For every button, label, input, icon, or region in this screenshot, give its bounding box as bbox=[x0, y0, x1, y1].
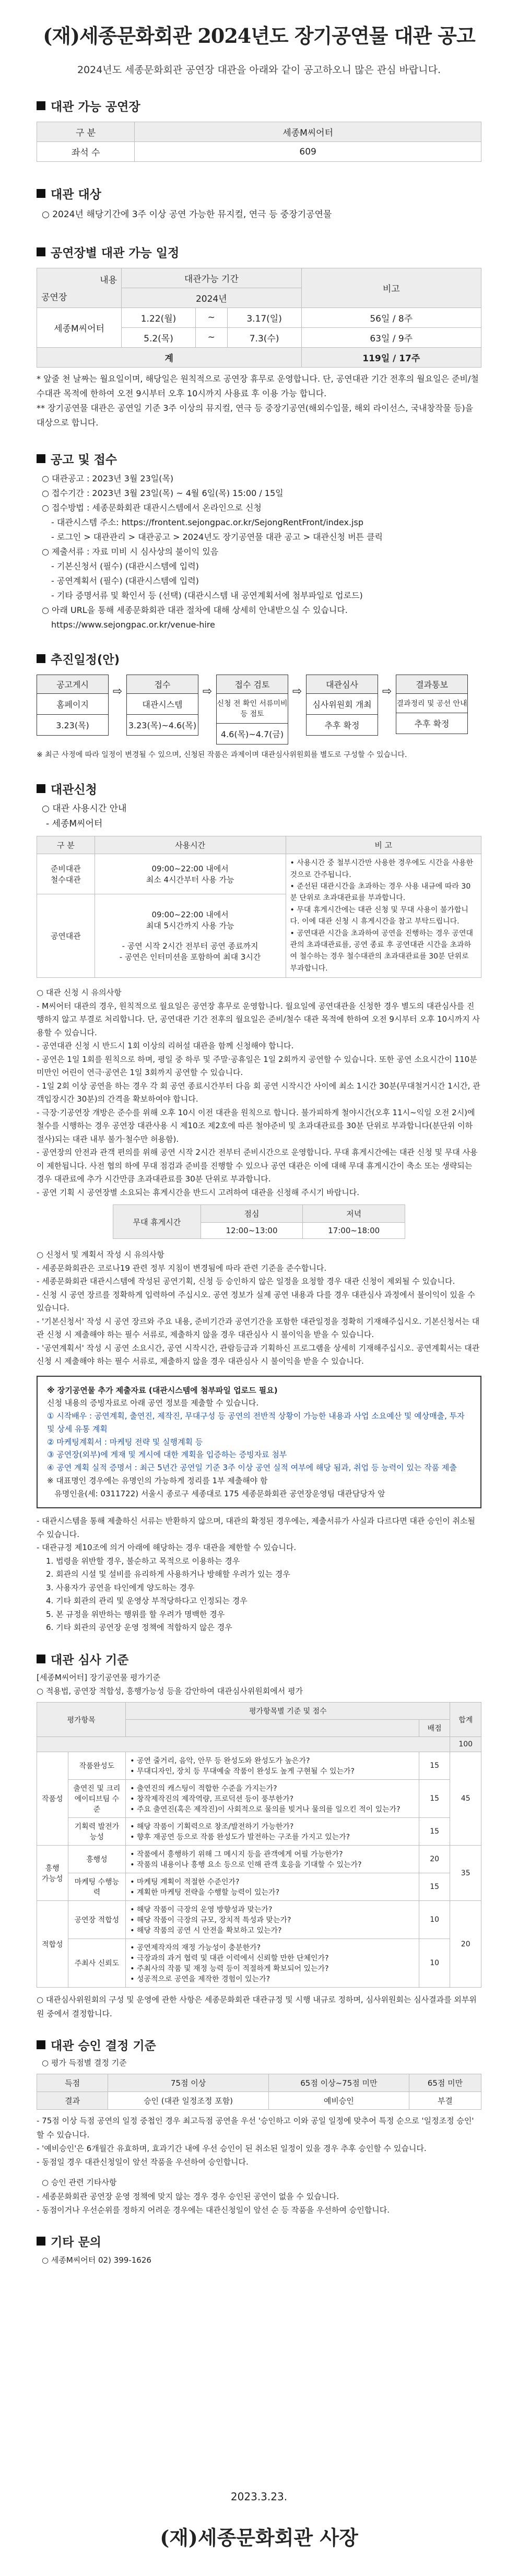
criteria-note: ○ 대관심사위원회의 구성 및 운영에 관한 사항은 세종문화회관 대관규정 및 시행 내규로 정하며, 심사위원회는 심사결과를 외부위원 중에서 결정합니다. bbox=[37, 1995, 477, 2018]
decision-notes bbox=[37, 2114, 481, 2169]
venue-table bbox=[37, 122, 481, 162]
target-text: ○ 2024년 해당기간에 3주 이상 공연 가능한 뮤지컬, 연극 등 중장기공연물 bbox=[42, 209, 332, 220]
list-item: - '기본신청서' 작성 시 공연 장르와 주요 내용, 준비기간과 공연기간을 포함한 대관일정을 정확히 기재해주십시오. 기본신청서는 대관 신청 시 제출해야 하는 필수 서류로, 제출하지 않을 경우 대관심사 시 불이익을 받을 수 있습니다. bbox=[37, 1316, 480, 1340]
bullet-square-icon bbox=[37, 247, 45, 256]
extra-documents-box: ※ 장기공연물 추가 제출자료 (대관시스템에 첨부파일 업로드 필요) 신청 내용의 증빙자료로 아래 공연 정보를 제출할 수 있습니다. ① 시작배우 : 공연계획, 출연진, 제작진, 무대구성 등 공연의 전반적 상황이 가능한 내용과 사업 소요예산 및 예상매출, 투자 및 상세 유통 계획 ② 마케팅계획서 : 마케팅 전략 및 실행계획 등 ③ 공연장(외부)에 게재 및 게시에 대한 계획을 입증하는 증빙자료 첨부 ④ 공연 계획 실적 증명서 : 최근 5년간 공연일 기준 3주 이상 공연 실적 여부에 해당 됨과, 취업 등 능력이 있는 작품 제출 ※ 대표명인 경우에는 유명인의 가능하게 정리를 1부 제출해야 함 유명인을(세: 0311722) 서울시 종로구 세종대로 175 세종문화회관 공연장운영팀 대관담당자 앞 bbox=[37, 1376, 481, 1509]
list-item: ○ 신청서 및 계획서 작성 시 유의사항 bbox=[37, 1250, 164, 1260]
bullet-square-icon bbox=[37, 2040, 45, 2049]
section-title: 대관신청 bbox=[37, 780, 481, 797]
table-cell: ~ bbox=[195, 327, 227, 347]
table-header bbox=[126, 1720, 419, 1737]
table-header bbox=[37, 1737, 450, 1752]
table-row bbox=[37, 308, 481, 327]
table-header: 세종M씨어터 bbox=[135, 122, 481, 142]
table-cell: 기획력 발전가능성 bbox=[68, 1818, 126, 1846]
table-cell: 세종M씨어터 bbox=[37, 308, 122, 347]
list-item: - 공연장의 안전과 관객 편의를 위해 공연 시작 2시간 전부터 준비시간으로 운영합니다. 무대 휴게시간에는 대관 신청 및 무대 사용이 제한됩니다. 사전 협의 하에 무대 점검과 준비를 진행할 수 있으나 공연 대관은 이에 대해 무대 휴게시간이 축소 또는 생략되는 경우 대관료에 추가 시간만큼 초과대관료를 30분 단위로 부과합니다. bbox=[37, 1148, 478, 1184]
table-cell: 흥행성 bbox=[68, 1846, 126, 1873]
table-header: 득점 bbox=[37, 2074, 108, 2092]
signature: (재)세종문화회관 사장 bbox=[160, 2526, 358, 2549]
list-item: ○ 접수기간 : 2023년 3월 23일(목) ~ 4월 6일(목) 15:00 / 15일 bbox=[42, 488, 284, 498]
table-header: 비 고 bbox=[286, 836, 481, 854]
form-notes bbox=[37, 1248, 481, 1368]
table-header: 구 분 bbox=[37, 122, 135, 142]
subheading: ○ 대관 사용시간 안내 bbox=[42, 803, 127, 814]
table-cell: 119일 / 17주 bbox=[301, 347, 481, 367]
process-step: 접수 대관시스템 3.23(목)~4.6(목) bbox=[126, 675, 198, 736]
table-header: 비고 bbox=[301, 268, 481, 308]
table-cell: 12:00~13:00 bbox=[201, 1223, 303, 1239]
section-title: 대관 승인 결정 기준 bbox=[37, 2036, 481, 2053]
table-header: 평가항목별 기준 및 점수 bbox=[126, 1703, 450, 1720]
list-item: 3. 사용자가 공연을 타인에게 양도하는 경우 bbox=[46, 1582, 195, 1592]
break-time-table bbox=[113, 1204, 405, 1239]
table-cell: 적합성 bbox=[37, 1901, 68, 1988]
page-subtitle: 2024년도 세종문화회관 공연장 대관을 아래와 같이 공고하오니 많은 관심 바랍니다. bbox=[77, 64, 441, 76]
table-cell: 공연대관 bbox=[37, 894, 95, 977]
table-cell: 15 bbox=[419, 1818, 450, 1846]
decision-notes-2 bbox=[37, 2190, 481, 2217]
decision-table bbox=[37, 2074, 481, 2110]
list-item: ○ 아래 URL을 통해 세종문화회관 대관 절차에 대해 상세히 안내받으실 수 있습니다. bbox=[42, 605, 348, 615]
list-item: 5. 본 규정을 위반하는 행위를 할 우려가 명백한 경우 bbox=[46, 1609, 225, 1619]
table-cell: 좌석 수 bbox=[37, 142, 135, 162]
table-cell: 1.22(월) bbox=[122, 308, 196, 327]
list-item: - 공연계획서 (필수) (대관시스템에 입력) bbox=[51, 575, 199, 586]
table-row bbox=[37, 1901, 481, 1939]
section-title: 대관 대상 bbox=[37, 185, 481, 202]
section-title: 공고 및 접수 bbox=[37, 450, 481, 467]
criteria-intro: [세종M씨어터] 장기공연물 평가기준 ○ 적용법, 공연장 적합성, 흥행가능성 등을 감안하여 대관심사위원회에서 평가 bbox=[37, 1672, 303, 1696]
bullet-square-icon bbox=[37, 784, 45, 793]
table-cell: • 사용시간 중 철부시간만 사용한 경우에도 시간을 사용한 것으로 간주됩니다. • 준선된 대관시간을 초과하는 경우 사용 내규에 따라 30분 단위로 초과대관료를 부과합니다. • 무대 휴게시간에는 대관 신청 및 무대 사용이 불가합니다. 이에 대관 신청 시 휴게시간을 참고 부탁드립니다. • 공연대관 시간을 초과하여 공연을 진행하는 경우 공연대관의 초과대관료를, 공연 종료 후 공연대관 시간을 초과하여 철수하는 경우 철수대관의 초과대관료를 30분 단위로 부과합니다. bbox=[286, 854, 481, 978]
arrow-right-icon: ⇨ bbox=[202, 684, 213, 698]
list-item: - 75점 이상 득점 공연의 일정 중첩인 경우 최고득점 공연을 우선 '승인하고 이와 공일 일정에 맞추어 특정 순으로 '일정조정 승인' 할 수 있습니다. bbox=[37, 2116, 474, 2140]
subheading: ○ 승인 관련 기타사항 bbox=[42, 2178, 117, 2188]
table-row bbox=[37, 347, 481, 367]
table-cell: • 공연제작자의 재정 가능성이 충분한가? • 극장과의 과거 협력 및 대관 이력에서 신뢰할 만한 단체인가? • 주최사의 작품 및 재정 능력 등이 적절하게 확보되어 있는가? • 성공적으로 공연을 제작한 경험이 있는가? bbox=[126, 1939, 419, 1988]
usage-time-table bbox=[37, 836, 481, 978]
arrow-right-icon: ⇨ bbox=[292, 684, 302, 698]
table-cell: 마케팅 수행능력 bbox=[68, 1873, 126, 1901]
list-item: 4. 기타 회관의 관리 및 운영상 부적당하다고 인정되는 경우 bbox=[46, 1596, 248, 1606]
list-item: - M씨어터 대관의 경우, 원칙적으로 월요일은 공연장 휴무로 운영합니다. 월요일에 공연대관을 신청한 경우 별도의 대관심사를 진행하지 않고 부결로 처리합니다. 단, 공연대관 기간 전후의 월요일은 준비/철수 대관 목적에 한하여 오전 9시부터 오후 10시까지 사용할 수 있습니다. bbox=[37, 1001, 480, 1037]
table-cell: 20 bbox=[450, 1901, 481, 1988]
notice-list bbox=[42, 471, 481, 632]
list-item: - 공연대관 신청 시 반드시 1회 이상의 리허설 대관을 함께 신청해야 합니다. bbox=[37, 1041, 294, 1051]
table-cell: 10 bbox=[419, 1939, 450, 1988]
table-header: 65점 이상~75점 미만 bbox=[268, 2074, 409, 2092]
table-cell: 결과 bbox=[37, 2092, 108, 2110]
list-item: - 대관시스템을 통해 제출하신 서류는 반환하지 않으며, 대관의 확정된 경우에는, 제출서류가 사실과 다르다면 대관 승인이 취소될 수 있습니다. bbox=[37, 1516, 475, 1539]
list-item: ○ 제출서류 : 자료 미비 시 심사상의 불이익 있음 bbox=[42, 546, 219, 557]
list-item: ○ 대관공고 : 2023년 3월 23일(목) bbox=[42, 473, 174, 483]
table-cell: 계 bbox=[37, 347, 302, 367]
arrow-right-icon: ⇨ bbox=[382, 684, 392, 698]
schedule-note: * 앞줄 천 날짜는 월요일이며, 해당일은 원칙적으로 공연장 휴무로 운영합니다. 단, 공연대관 기간 전후의 월요일은 준비/철수대관 목적에 한하여 오전 9시부터 오후 10시까지 사용료 후 이용 가능 합니다. bbox=[37, 373, 479, 398]
list-item: - 대관시스템 주소: https://frontent.sejongpac.or.kr/SejongRentFront/index.jsp bbox=[51, 517, 363, 527]
list-item: - 1일 2회 이상 공연을 하는 경우 각 회 공연 종료시간부터 다음 회 공연 시작시간 사이에 최소 1시간 30분(무대철거시간 1시간, 관객입장시간 30분)의 간격을 확보하여야 합니다. bbox=[37, 1081, 480, 1104]
list-item: - '예비승인'은 6개월간 유효하며, 효과기간 내에 우선 승인이 된 취소된 일정이 있을 경우 추후 승인할 수 있습니다. bbox=[37, 2143, 427, 2153]
section-criteria bbox=[37, 1650, 481, 2020]
schedule-note: ** 장기공연물 대관은 공연일 기준 3주 이상의 뮤지컬, 연극 등 중장기공연(해외수입물, 해외 라이선스, 국내창작물 등)을 대상으로 합니다. bbox=[37, 403, 474, 428]
table-header: 100 bbox=[450, 1737, 481, 1752]
table-cell: 공연장 적합성 bbox=[68, 1901, 126, 1939]
bullet-square-icon bbox=[37, 189, 45, 198]
table-header: 배점 bbox=[419, 1720, 450, 1737]
process-step: 접수 검토 신청 전 확인 서류미비 등 점토 4.6(목)~4.7(금) bbox=[216, 675, 288, 745]
criteria-table bbox=[37, 1702, 481, 1988]
table-row bbox=[37, 2092, 481, 2110]
table-header: 구 분 bbox=[37, 836, 95, 854]
list-item: - 기본신청서 (필수) (대관시스템에 입력) bbox=[51, 561, 199, 571]
bullet-square-icon bbox=[37, 2237, 45, 2246]
table-cell: • 공연 줄거리, 음악, 안무 등 완성도와 완성도가 높은가? • 무대디자인, 장치 등 무대예술 작품이 완성도 높게 구현될 수 있는가? bbox=[126, 1752, 419, 1780]
table-cell: • 마케팅 계획이 적절한 수준인가? • 계획한 마케팅 전략을 수행할 능력이 있는가? bbox=[126, 1873, 419, 1901]
table-cell: • 해당 작품이 극장의 운영 방향성과 맞는가? • 해당 작품이 극장의 규모, 장치적 특성과 맞는가? • 해당 작품의 공연 시 안전을 확보하고 있는가? bbox=[126, 1901, 419, 1939]
process-step: 결과통보 결과정리 및 공선 안내 추후 확정 bbox=[396, 675, 468, 734]
table-cell: 작품완성도 bbox=[68, 1752, 126, 1780]
section-contact bbox=[37, 2232, 481, 2267]
list-item: ○ 접수방법 : 세종문화회관 대관시스템에서 온라인으로 신청 bbox=[42, 502, 262, 513]
table-cell: 20 bbox=[419, 1846, 450, 1873]
table-cell: 35 bbox=[450, 1846, 481, 1901]
table-header: 75점 이상 bbox=[108, 2074, 269, 2092]
table-cell: 7.3(수) bbox=[227, 327, 301, 347]
list-item: - 로그인 > 대관관리 > 대관공고 > 2024년도 장기공연물 대관 공고 > 대관신청 버튼 클릭 bbox=[51, 531, 383, 542]
table-cell: • 출연진의 캐스팅이 적합한 수준을 가지는가? • 창작제작진의 제작역량, 프로덕션 등이 풍부한가? • 주요 출연진(혹은 제작진)이 사회적으로 물의를 빚거나 물의를 일으킨 적이 있는가? bbox=[126, 1780, 419, 1818]
table-cell: • 해당 작품이 기획력으로 창조/발전하기 가능한가? • 향후 재공연 등으로 작품 완성도가 발전하는 구조를 가지고 있는가? bbox=[126, 1818, 419, 1846]
list-item: - 기타 증명서류 및 확인서 등 (선택) (대관시스템 내 공연계획서에 첨부파일로 업로드) bbox=[51, 590, 363, 600]
table-cell: 출연진 및 크리에이티브팀 수준 bbox=[68, 1780, 126, 1818]
list-item: - 공연 기획 시 공연장별 소요되는 휴게시간을 반드시 고려하여 대관을 신청해 주시기 바랍니다. bbox=[37, 1187, 360, 1197]
list-item: - '공연계획서' 작성 시 공연 소요시간, 공연 시작시간, 관람등급과 기획하신 프로그램을 상세히 기재해주십시오. 공연계획서는 대관 신청 시 제출해야 하는 필수 서류로, 제출하지 않을 경우 대관심사 시 불이익을 받을 수 있습니다. bbox=[37, 1343, 480, 1366]
section-venue bbox=[37, 97, 481, 162]
list-item: 1. 법령을 위반할 경우, 불순하고 목적으로 이용하는 경우 bbox=[46, 1556, 240, 1566]
table-header: 평가항목 bbox=[37, 1703, 126, 1737]
process-step: 대관심사 심사위원회 개최 추후 확정 bbox=[306, 675, 378, 736]
table-header: 합계 bbox=[450, 1703, 481, 1737]
list-item: 6. 기타 회관의 공연장 운영 정책에 적합하지 않은 경우 bbox=[46, 1623, 232, 1633]
table-header: 대관가능 기간 bbox=[122, 268, 301, 288]
table-cell: 17:00~18:00 bbox=[303, 1223, 405, 1239]
table-cell: 09:00~22:00 내에서 최소 4시간부터 사용 가능 bbox=[95, 854, 286, 894]
table-row bbox=[37, 1846, 481, 1873]
list-item: - 동점일 경우 대관신청일이 앞선 작품을 우선하여 승인합니다. bbox=[37, 2157, 249, 2167]
table-cell: • 작품에서 흥행하기 위해 그 메시지 등을 관객에게 어필 가능한가? • 작품의 내용이나 흥행 요소 등으로 인해 관객 호응을 기대할 수 있는가? bbox=[126, 1846, 419, 1873]
table-header: 사용시간 bbox=[95, 836, 286, 854]
bullet-square-icon bbox=[37, 1655, 45, 1663]
table-cell: 63일 / 9주 bbox=[301, 327, 481, 347]
table-cell: 56일 / 8주 bbox=[301, 308, 481, 327]
schedule-table bbox=[37, 268, 481, 368]
section-title: 대관 가능 공연장 bbox=[37, 97, 481, 114]
subheading: - 세종M씨어터 bbox=[46, 819, 103, 830]
bullet-square-icon bbox=[37, 454, 45, 463]
table-cell: 승인 (대관 일정조정 포함) bbox=[108, 2092, 269, 2110]
contact-phone: ○ 세종M씨어터 02) 399-1626 bbox=[42, 2255, 151, 2265]
table-cell: 작품성 bbox=[37, 1752, 68, 1846]
process-note: ※ 최근 사정에 따라 일정이 변경될 수 있으며, 신청된 작품은 과제이며 대관심사위원회를 별도로 구성할 수 있습니다. bbox=[37, 750, 407, 759]
process-flow bbox=[37, 675, 481, 745]
list-item: - 신청 시 공연 장르를 정확하게 입력하여 주십시오. 공연 정보가 실제 공연 내용과 다를 경우 대관심사 과정에서 불이익이 있을 수 있습니다. bbox=[37, 1290, 475, 1313]
table-header: 2024년 bbox=[122, 288, 301, 308]
table-cell: 흥행 가능성 bbox=[37, 1846, 68, 1901]
section-process bbox=[37, 650, 481, 762]
section-title: 공연장별 대관 가능 일정 bbox=[37, 243, 481, 261]
section-title: 대관 심사 기준 bbox=[37, 1650, 481, 1668]
section-decision bbox=[37, 2036, 481, 2217]
table-cell: 예비승인 bbox=[268, 2092, 409, 2110]
list-item: - 대관규정 제10조에 의거 아래에 해당하는 경우 대관을 제한할 수 있습니다. bbox=[37, 1543, 297, 1553]
table-cell: 10 bbox=[419, 1901, 450, 1939]
section-application bbox=[37, 780, 481, 1634]
table-row bbox=[37, 1873, 481, 1901]
table-row bbox=[37, 1939, 481, 1988]
list-item: - 공연은 1일 1회를 원칙으로 하며, 평일 중 하루 및 주말·공휴일은 1일 2회까지 공연할 수 있습니다. 또한 공연 소요시간이 110분 미만인 어린이 연극·공연은 1일 3회까지 공연할 수 있습니다. bbox=[37, 1054, 477, 1078]
table-cell: 15 bbox=[419, 1780, 450, 1818]
bullet-square-icon bbox=[37, 101, 45, 110]
table-cell: 5.2(목) bbox=[122, 327, 196, 347]
table-row bbox=[37, 1752, 481, 1780]
section-schedule bbox=[37, 243, 481, 430]
table-header: 저녁 bbox=[303, 1205, 405, 1223]
table-cell: 부결 bbox=[409, 2092, 481, 2110]
notice-date: 2023.3.23. bbox=[230, 2490, 288, 2503]
page-title: (재)세종문화회관 2024년도 장기공연물 대관 공고 bbox=[43, 24, 475, 48]
list-item: ○ 대관 신청 시 유의사항 bbox=[37, 988, 122, 998]
subheading: ○ 평가 득점별 결정 기준 bbox=[42, 2058, 127, 2067]
list-item: - 세종문화회관 공연장 운영 정책에 맞지 않는 경우 경우 승인된 공연이 없을 수 있습니다. bbox=[37, 2191, 339, 2201]
section-title: 기타 문의 bbox=[37, 2232, 481, 2250]
table-row bbox=[37, 142, 481, 162]
table-row bbox=[37, 854, 481, 894]
section-title: 추진일정(안) bbox=[37, 650, 481, 667]
table-header: 무대 휴게시간 bbox=[113, 1205, 201, 1239]
list-item: - 세종문화회관은 코로나19 관련 정부 지침이 변경됨에 따라 관련 기준을 준수합니다. bbox=[37, 1263, 327, 1273]
application-notes bbox=[37, 986, 481, 1199]
arrow-right-icon: ⇨ bbox=[112, 684, 123, 698]
list-item: 2. 회관의 시설 및 설비를 유리하게 사용하거나 방해할 우려가 있는 경우 bbox=[46, 1569, 290, 1579]
section-target bbox=[37, 185, 481, 222]
table-cell: 609 bbox=[135, 142, 481, 162]
bullet-square-icon bbox=[37, 654, 45, 663]
table-cell: 15 bbox=[419, 1873, 450, 1901]
table-cell: 준비대관 철수대관 bbox=[37, 854, 95, 894]
list-item: - 극장·기공연장 개방은 준수를 위해 오후 10시 이전 대관을 원칙으로 합니다. 불가피하게 철야시간(오후 11시~익일 오전 2시)에 철수를 시행하는 경우 공연장 대관사용 시 제10조 제2호에 따른 철야준비 및 초과대관료를 30분 단위로 부과합니다(분단위 이하 절사)되는 대관 내부 불가·철수만 허용함). bbox=[37, 1107, 475, 1144]
table-header: 내용 공연장 bbox=[37, 268, 122, 308]
section-notice bbox=[37, 450, 481, 632]
table-cell: 09:00~22:00 내에서 최대 5시간까지 사용 가능 - 공연 시작 2시간 전부터 공연 종료까지 - 공연은 인터미션을 포함하여 최대 3시간 bbox=[95, 894, 286, 977]
table-header: 65점 미만 bbox=[409, 2074, 481, 2092]
venue-hire-link[interactable]: https://www.sejongpac.or.kr/venue-hire bbox=[51, 619, 215, 630]
process-step: 공고게시 홈페이지 3.23(목) bbox=[37, 675, 109, 736]
table-row bbox=[37, 1780, 481, 1818]
list-item: - 세종문화회관 대관시스템에 작성된 공연기획, 신청 등 승인하지 않은 일정을 요청할 경우 대관 신청이 제외될 수 있습니다. bbox=[37, 1277, 455, 1286]
table-header: 점심 bbox=[201, 1205, 303, 1223]
list-item: - 동점이거나 우선순위를 정하지 어려운 경우에는 대관신청일이 앞선 순 등 작품을 우선하여 승인합니다. bbox=[37, 2205, 390, 2215]
table-row bbox=[37, 1818, 481, 1846]
table-cell: ~ bbox=[195, 308, 227, 327]
table-cell: 3.17(일) bbox=[227, 308, 301, 327]
table-cell: 45 bbox=[450, 1752, 481, 1846]
table-cell: 주최사 신뢰도 bbox=[68, 1939, 126, 1988]
restriction-notes bbox=[37, 1515, 481, 1635]
table-cell: 15 bbox=[419, 1752, 450, 1780]
